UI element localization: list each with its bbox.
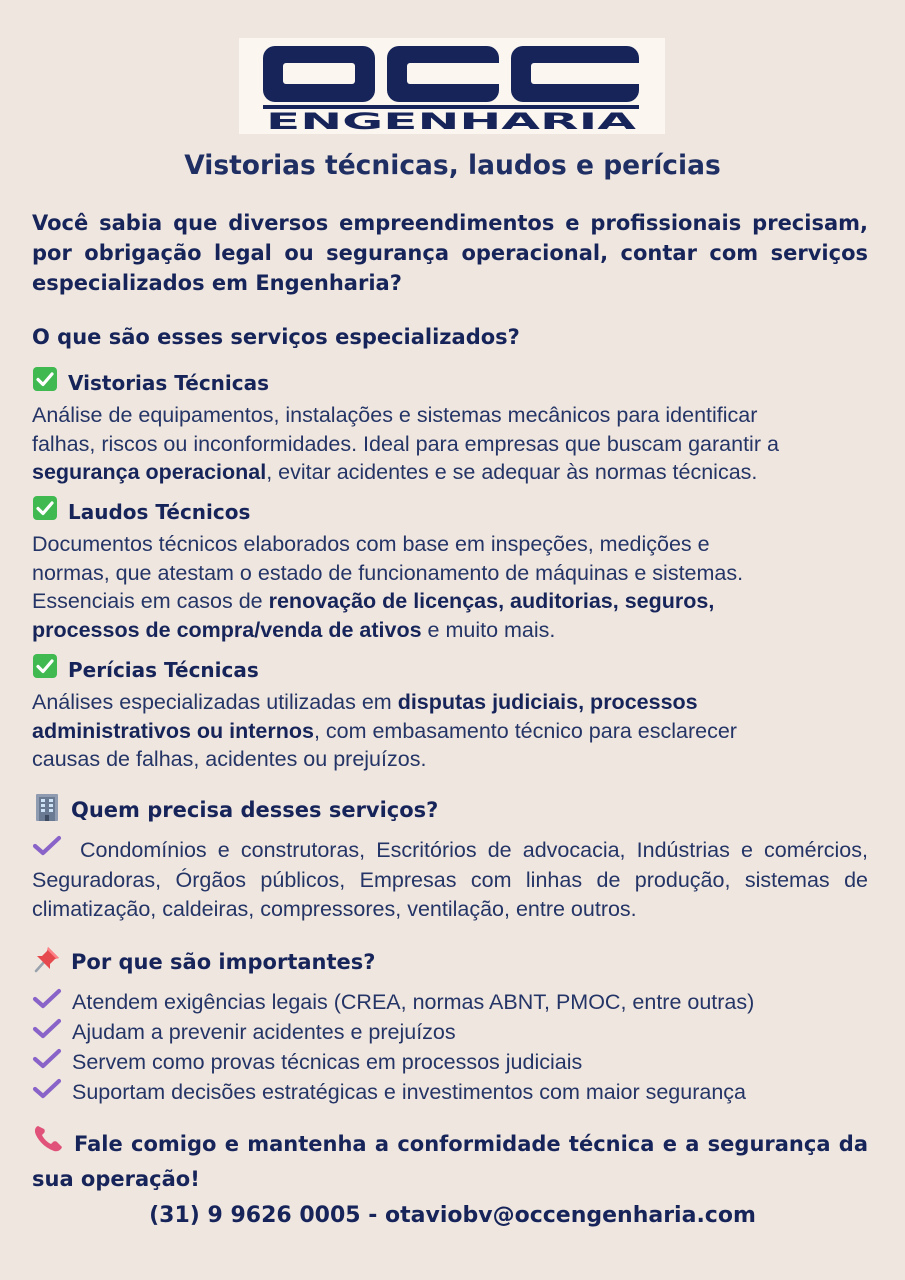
logo-subtitle: ENGENHARIA (266, 110, 636, 134)
check-box-icon (32, 653, 58, 686)
check-box-icon (32, 495, 58, 528)
check-mark-icon (32, 1017, 62, 1047)
service-title: Laudos Técnicos (32, 497, 872, 530)
list-item: Suportam decisões estratégicas e investimentos com maior segurança (32, 1078, 872, 1108)
check-box-icon (32, 366, 58, 399)
service-description: Análises especializadas utilizadas em disputas judiciais, processos administrativos ou internos, com embasamento técnico para esclarecer causas de falhas, acidentes ou prejuízos. (32, 690, 737, 772)
service-vistorias (32, 368, 872, 487)
intro-paragraph: Você sabia que diversos empreendimentos e profissionais precisam, por obrigação legal ou segurança operacional, contar com serviços especializados em Engenharia? (32, 211, 868, 295)
service-description: Documentos técnicos elaborados com base em inspeções, medições e normas, que atestam o estado de funcionamento de máquinas e sistemas. Essenciais em casos de renovação de licenças, auditorias, seguros, processos de compra/venda de ativos e muito mais. (32, 532, 744, 643)
headline: Vistorias técnicas, laudos e perícias (184, 150, 721, 181)
pushpin-icon (32, 944, 62, 982)
contact-info[interactable]: (31) 9 9626 0005 - otaviobv@occengenharia.com (149, 1203, 756, 1228)
service-description: Análise de equipamentos, instalações e sistemas mecânicos para identificar falhas, riscos ou inconformidades. Ideal para empresas que buscam garantir a segurança operacional, evitar acidentes e se adequar às normas técnicas. (32, 403, 779, 485)
service-title: Vistorias Técnicas (32, 368, 872, 401)
list-item: Ajudam a prevenir acidentes e prejuízos (32, 1018, 872, 1048)
check-mark-icon (32, 1077, 62, 1107)
telephone-receiver-icon (32, 1123, 64, 1161)
who-heading: Quem precisa desses serviços? (32, 792, 868, 830)
check-mark-icon (32, 987, 62, 1017)
check-mark-icon (32, 1047, 62, 1077)
closing-call-to-action: Fale comigo e mantenha a conformidade técnica e a segurança da sua operação! (32, 1126, 868, 1194)
service-title: Perícias Técnicas (32, 655, 872, 688)
service-pericias (32, 655, 872, 774)
list-item: Servem como provas técnicas em processos judiciais (32, 1048, 872, 1078)
office-building-icon (32, 792, 62, 830)
why-list (32, 988, 872, 1108)
list-item: Atendem exigências legais (CREA, normas ABNT, PMOC, entre outras) (32, 988, 872, 1018)
check-mark-icon (32, 834, 62, 864)
services-heading: O que são esses serviços especializados? (32, 325, 520, 349)
company-logo (239, 38, 665, 134)
why-heading: Por que são importantes? (32, 944, 868, 982)
service-laudos (32, 497, 872, 645)
who-paragraph: Condomínios e construtoras, Escritórios de advocacia, Indústrias e comércios, Seguradoras, Órgãos públicos, Empresas com linhas de produção, sistemas de climatização, caldeiras, compressores, ventilação, entre outros. (32, 836, 868, 924)
